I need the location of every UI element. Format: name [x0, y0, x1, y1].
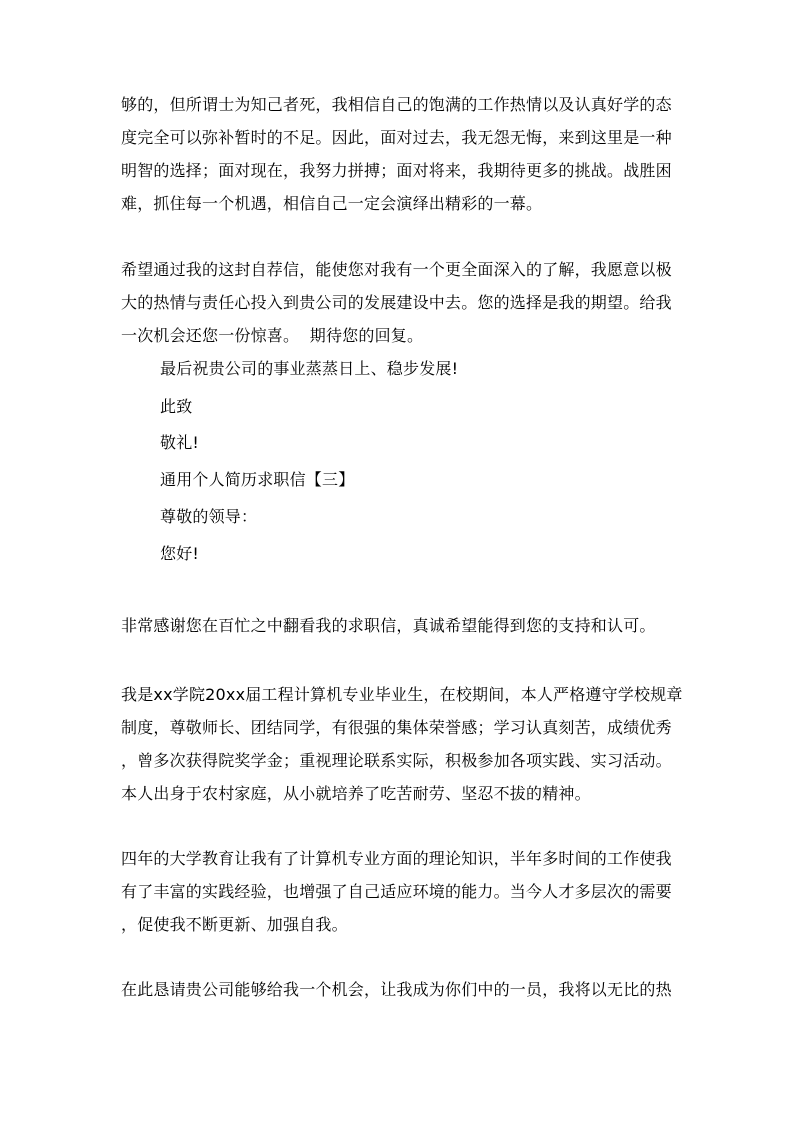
paragraph-line: 非常感谢您在百忙之中翻看我的求职信，真诚希望能得到您的支持和认可。	[121, 616, 656, 635]
paragraph-line: 难，抓住每一个机遇，相信自己一定会演绎出精彩的一幕。	[121, 194, 543, 213]
closing-wish: 最后祝贵公司的事业蒸蒸日上、稳步发展!	[160, 359, 459, 378]
paragraph-line: 一次机会还您一份惊喜。 期待您的回复。	[121, 326, 424, 345]
paragraph-6	[121, 973, 681, 1006]
paragraph-line: ，曾多次获得院奖学金；重视理论联系实际，积极参加各项实践、实习活动。	[121, 751, 672, 770]
paragraph-line: 度完全可以弥补暂时的不足。因此，面对过去，我无怨无悔，来到这里是一种	[121, 128, 672, 147]
paragraph-line: 我是xx学院20xx届工程计算机专业毕业生，在校期间，本人严格遵守学校规章	[121, 685, 683, 704]
paragraph-line: ，促使我不断更新、加强自我。	[121, 915, 348, 934]
paragraph-line: 制度，尊敬师长、团结同学，有很强的集体荣誉感；学习认真刻苦，成绩优秀	[121, 718, 672, 737]
paragraph-line: 有了丰富的实践经验，也增强了自己适应环境的能力。当今人才多层次的需要	[121, 882, 672, 901]
paragraph-line: 明智的选择；面对现在，我努力拼搏；面对将来，我期待更多的挑战。战胜困	[121, 161, 672, 180]
salutation-line-1: 此致	[160, 397, 193, 416]
paragraph-3	[121, 609, 681, 642]
paragraph-line: 够的，但所谓士为知己者死，我相信自己的饱满的工作热情以及认真好学的态	[121, 95, 672, 114]
paragraph-line: 希望通过我的这封自荐信，能使您对我有一个更全面深入的了解，我愿意以极	[121, 260, 672, 279]
letter-greeting: 尊敬的领导：	[160, 507, 258, 526]
paragraph-line: 在此恳请贵公司能够给我一个机会，让我成为你们中的一员，我将以无比的热	[121, 980, 672, 999]
paragraph-line: 大的热情与责任心投入到贵公司的发展建设中去。您的选择是我的期望。给我	[121, 293, 672, 312]
paragraph-2	[121, 253, 681, 352]
salutation-line-2: 敬礼!	[160, 433, 200, 452]
paragraph-line: 本人出身于农村家庭，从小就培养了吃苦耐劳、坚忍不拔的精神。	[121, 784, 591, 803]
letter-hello: 您好!	[160, 544, 200, 563]
paragraph-line: 四年的大学教育让我有了计算机专业方面的理论知识，半年多时间的工作使我	[121, 849, 672, 868]
paragraph-1	[121, 88, 681, 220]
paragraph-4	[121, 678, 681, 810]
section-title: 通用个人简历求职信【三】	[160, 470, 355, 489]
paragraph-5	[121, 842, 681, 941]
